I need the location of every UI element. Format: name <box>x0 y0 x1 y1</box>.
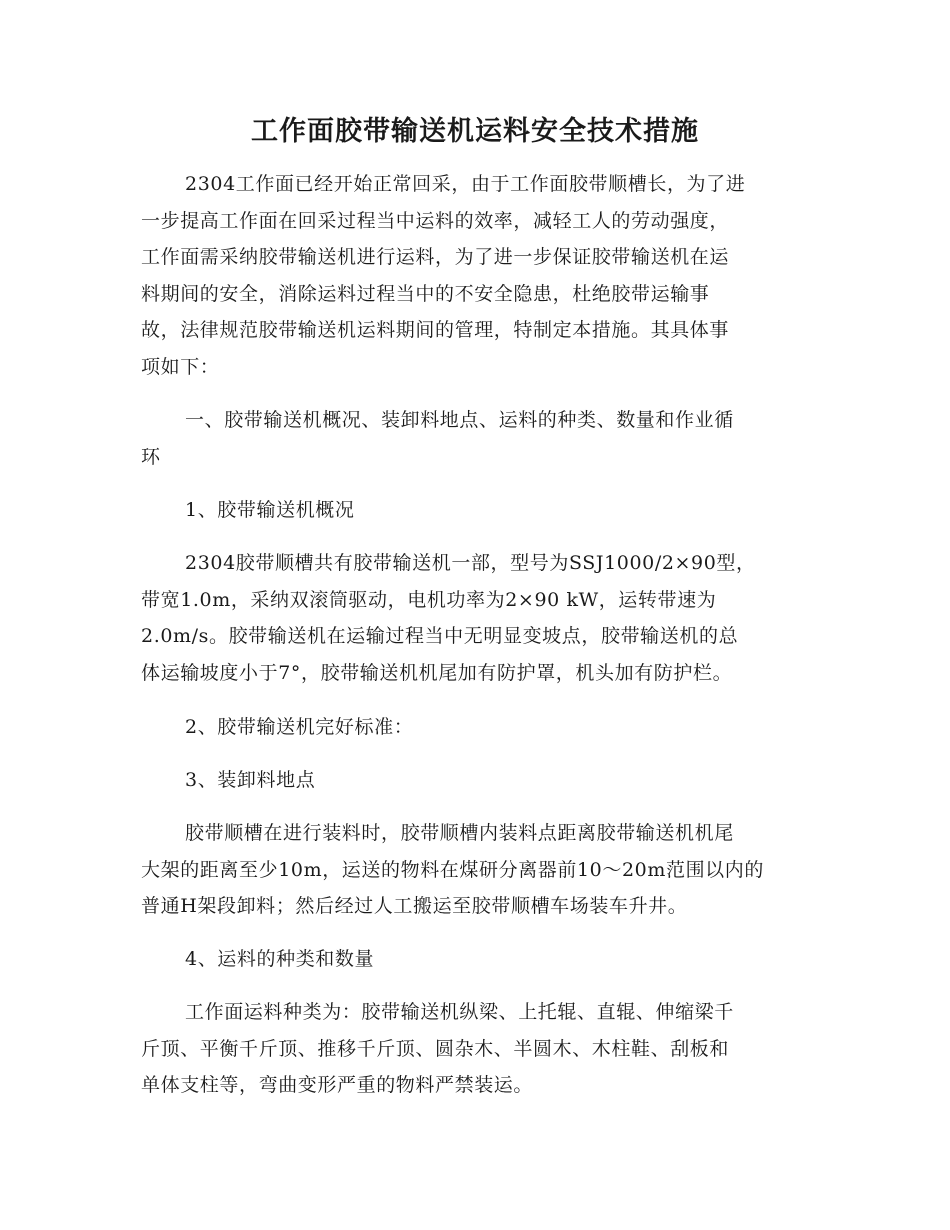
text-line: 1、胶带输送机概况 <box>185 499 355 521</box>
text-line: 一、胶带输送机概况、装卸料地点、运料的种类、数量和作业循 <box>185 409 734 431</box>
subheading-2 <box>141 709 813 746</box>
paragraph-material-types <box>141 994 813 1104</box>
section-heading-1 <box>141 402 813 475</box>
text-line: 大架的距离至少10m，运送的物料在煤研分离器前10～20m范围以内的 <box>141 858 764 881</box>
text-line: 斤顶、平衡千斤顶、推移千斤顶、圆杂木、半圆木、木柱鞋、刮板和 <box>141 1037 730 1060</box>
subheading-4 <box>141 941 813 978</box>
text-line: 单体支柱等，弯曲变形严重的物料严禁装运。 <box>141 1074 534 1096</box>
text-line: 2304工作面已经开始正常回采，由于工作面胶带顺槽长，为了进 <box>185 173 746 195</box>
text-line: 项如下： <box>141 355 220 378</box>
text-line: 2、胶带输送机完好标准： <box>185 716 414 738</box>
text-line: 一步提高工作面在回采过程当中运料的效率，减轻工人的劳动强度， <box>141 209 730 232</box>
paragraph-loading-points <box>141 815 813 925</box>
text-line: 体运输坡度小于7°，胶带输送机机尾加有防护罩，机头加有防护栏。 <box>141 661 733 684</box>
subheading-3 <box>141 762 813 799</box>
text-line: 工作面需采纳胶带输送机进行运料，为了进一步保证胶带输送机在运 <box>141 246 730 268</box>
text-line: 4、运料的种类和数量 <box>185 948 375 970</box>
paragraph-intro <box>141 166 813 385</box>
paragraph-conveyor-overview <box>141 545 813 691</box>
text-line: 2.0m/s。胶带输送机在运输过程当中无明显变坡点，胶带输送机的总 <box>141 625 739 647</box>
text-line: 2304胶带顺槽共有胶带输送机一部，型号为SSJ1000/2×90型， <box>185 552 756 574</box>
text-line: 料期间的安全，消除运料过程当中的不安全隐患，杜绝胶带运输事 <box>141 282 710 305</box>
text-line: 带宽1.0m，采纳双滚筒驱动，电机功率为2×90 kW，运转带速为 <box>141 588 717 611</box>
text-line: 普通H架段卸料；然后经过人工搬运至胶带顺槽车场装车升井。 <box>141 895 688 917</box>
text-line: 3、装卸料地点 <box>185 769 316 791</box>
document-title: 工作面胶带输送机运料安全技术措施 <box>251 116 699 147</box>
text-line: 故，法律规范胶带输送机运料期间的管理，特制定本措施。其具体事 <box>141 319 730 341</box>
text-line: 环 <box>141 445 161 468</box>
text-line: 工作面运料种类为：胶带输送机纵梁、上托辊、直辊、伸缩梁千 <box>185 1001 734 1023</box>
subheading-1 <box>141 492 813 529</box>
text-line: 胶带顺槽在进行装料时，胶带顺槽内装料点距离胶带输送机机尾 <box>185 822 734 844</box>
